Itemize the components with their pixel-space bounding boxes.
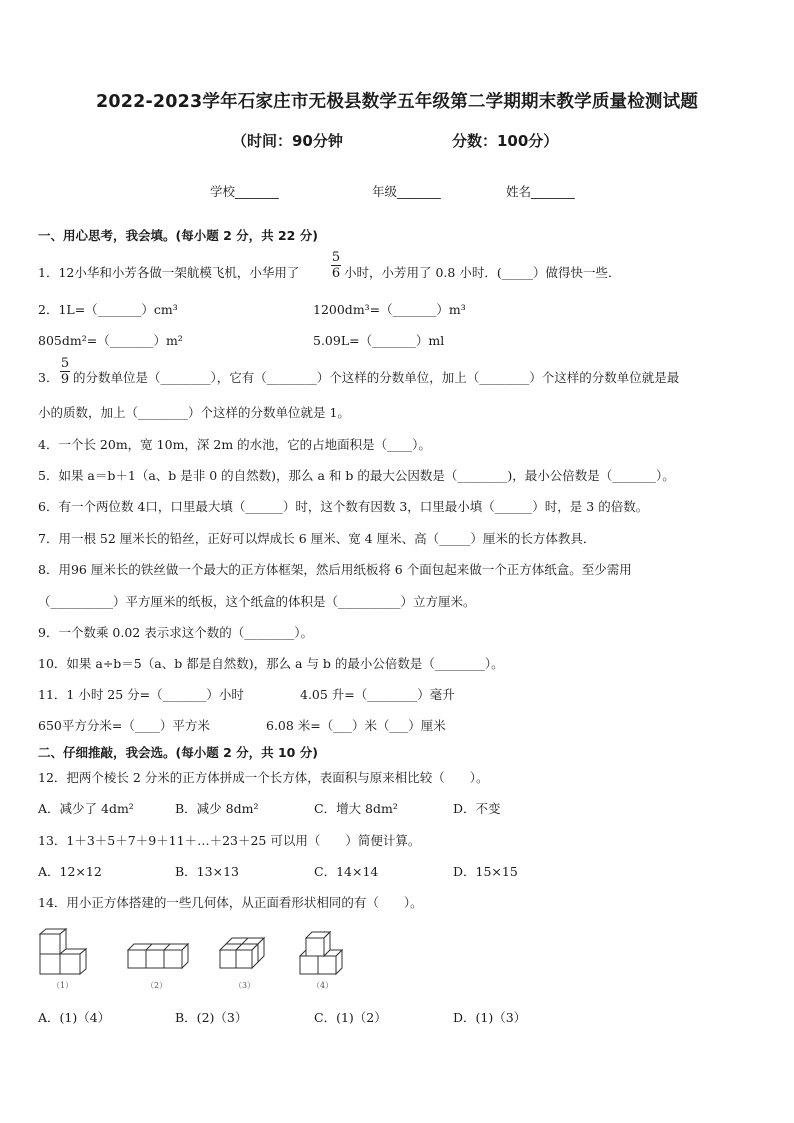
cube-figure-2 [126, 938, 196, 972]
q3-number: 3． [38, 370, 59, 385]
cube-figure-1 [38, 926, 98, 976]
q2-part-a: 2．1L=（_______）cm³ [38, 302, 178, 317]
q13-option-b: B．13×13 [175, 864, 239, 879]
q10-text: 10．如果 a÷b＝5（a、b 都是自然数)，那么 a 与 b 的最小公倍数是（________）。 [38, 656, 504, 671]
q14-figure-label-3: （3） [234, 981, 256, 990]
q12-option-d: D．不变 [453, 801, 501, 816]
q8-text-b: （__________）平方厘米的纸板，这个纸盒的体积是（__________）立方厘米。 [38, 594, 476, 609]
q4-text: 4．一个长 20m，宽 10m，深 2m 的水池，它的占地面积是（____）。 [38, 437, 431, 452]
q2-part-d: 5.09L=（_______）ml [313, 333, 445, 348]
exam-title: 2022-2023学年石家庄市无极县数学五年级第二学期期末教学质量检测试题 [95, 92, 699, 112]
q1-text-a: 1．12小华和小芳各做一架航模飞机，小华用了 [38, 265, 300, 280]
q14-option-c: C．(1)（2） [314, 1010, 387, 1025]
name-field: 姓名_______ [506, 184, 575, 199]
q13-option-d: D．15×15 [453, 864, 518, 879]
q1-fraction [330, 250, 342, 281]
q7-text: 7．用一根 52 厘米长的铅丝，正好可以焊成长 6 厘米、宽 4 厘米、高（_____）厘米的长方体教具． [38, 531, 596, 546]
q12-option-b: B．减少 8dm² [175, 801, 259, 816]
grade-field: 年级_______ [372, 184, 441, 199]
q3-text-b: 小的质数，加上（________）个这样的分数单位就是 1。 [38, 405, 350, 420]
q14-figure-label-2: （2） [146, 981, 168, 990]
q8-text-a: 8．用96 厘米长的铁丝做一个最大的正方体框架，然后用纸板将 6 个面包起来做一个正方体纸盒。至少需用 [38, 562, 632, 577]
q3-text-a: 的分数单位是（________），它有（________）个这样的分数单位，加上（________）个这样的分数单位就是最 [73, 370, 680, 385]
q14-figure-label-4: （4） [312, 981, 334, 990]
q14-text: 14．用小正方体搭建的一些几何体，从正面看形状相同的有（ ）。 [38, 895, 423, 910]
cube-figure-4 [298, 926, 350, 976]
q14-option-a: A．(1)（4） [38, 1010, 111, 1025]
q11-part-b: 4.05 升=（________）毫升 [300, 687, 455, 702]
q5-text: 5．如果 a＝b＋1（a、b 是非 0 的自然数)，那么 a 和 b 的最大公因数是（________)，最小公倍数是（_______）。 [38, 468, 675, 483]
q13-option-a: A．12×12 [38, 864, 102, 879]
exam-score: 分数：100分） [452, 132, 559, 150]
q2-part-c: 805dm²=（_______）m² [38, 333, 183, 348]
q1-frac-den: 6 [331, 266, 341, 281]
q12-option-a: A．减少了 4dm² [38, 801, 134, 816]
school-field: 学校_______ [210, 184, 279, 199]
q9-text: 9．一个数乘 0.02 表示求这个数的（________）。 [38, 625, 313, 640]
q12-option-c: C．增大 8dm² [314, 801, 398, 816]
q1-text-b: 小时，小芳用了 0.8 小时．(_____）做得快一些． [344, 265, 621, 280]
q12-text: 12．把两个棱长 2 分米的正方体拼成一个长方体，表面积与原来相比较（ ）。 [38, 770, 489, 785]
exam-time: （时间：90分钟 [232, 132, 343, 150]
q11-part-a: 11．1 小时 25 分=（_______）小时 [38, 687, 244, 702]
q14-option-b: B．(2)（3） [175, 1010, 248, 1025]
q11-part-d: 6.08 米=（___）米（___）厘米 [266, 718, 446, 733]
q3-frac-den: 9 [60, 372, 70, 387]
q14-figure-label-1: （1） [52, 981, 74, 990]
q3-frac-num: 5 [60, 356, 70, 371]
section2-heading: 二、仔细推敲，我会选。(每小题 2 分，共 10 分) [38, 745, 318, 760]
q11-part-c: 650平方分米=（____）平方米 [38, 718, 210, 733]
q14-option-d: D．(1)（3） [453, 1010, 527, 1025]
q1-frac-num: 5 [331, 250, 341, 265]
q2-part-b: 1200dm³=（_______）m³ [313, 302, 466, 317]
q13-option-c: C．14×14 [314, 864, 379, 879]
q13-text: 13．1＋3＋5＋7＋9＋11＋…＋23＋25 可以用（ ）简便计算。 [38, 833, 421, 848]
section1-heading: 一、用心思考，我会填。(每小题 2 分，共 22 分) [38, 228, 318, 243]
q3-fraction [59, 356, 71, 387]
cube-figure-3 [218, 936, 272, 972]
q6-text: 6．有一个两位数 4口，口里最大填（______）时，这个数有因数 3，口里最小填（______）时，是 3 的倍数。 [38, 499, 649, 514]
